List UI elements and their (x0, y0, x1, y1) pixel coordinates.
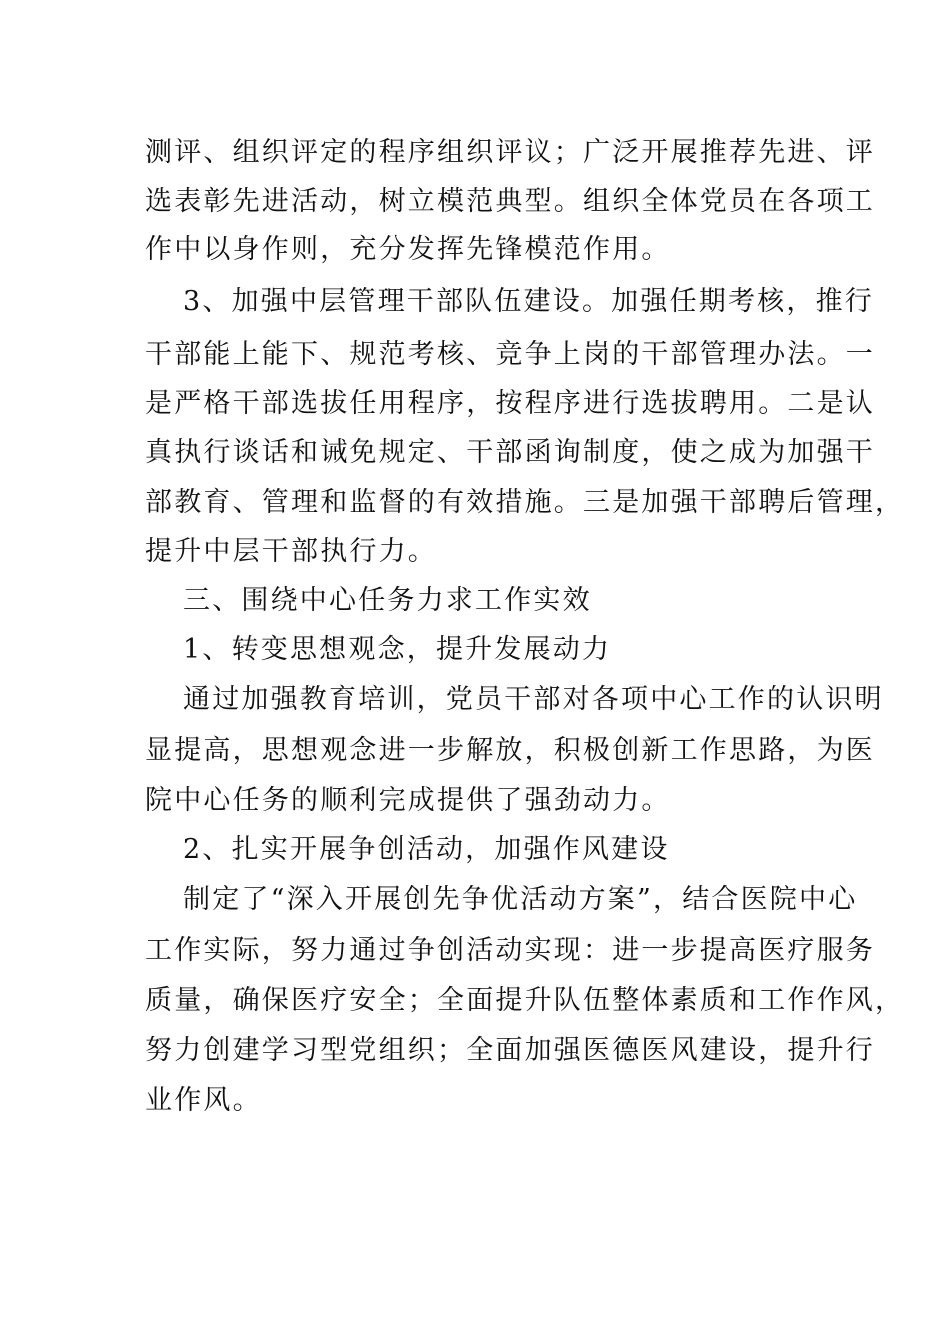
text-line: 业作风。 (145, 1085, 262, 1116)
text-line: 显提高，思想观念进一步解放，积极创新工作思路，为医 (145, 735, 875, 766)
text-line: 部教育、管理和监督的有效措施。三是加强干部聘后管理， (145, 487, 905, 518)
text-line: 工作实际，努力通过争创活动实现：进一步提高医疗服务 (145, 935, 875, 966)
text-line: 制定了“深入开展创先争优活动方案”，结合医院中心 (183, 884, 858, 915)
text-line: 院中心任务的顺利完成提供了强劲动力。 (145, 785, 671, 816)
text-line: 干部能上能下、规范考核、竞争上岗的干部管理办法。一 (145, 339, 875, 370)
text-line: 质量，确保医疗安全；全面提升队伍整体素质和工作作风， (145, 985, 905, 1016)
text-line: 通过加强教育培训，党员干部对各项中心工作的认识明 (183, 684, 884, 715)
paragraph-heading: 3、加强中层管理干部队伍建设。加强任期考核，推行 (183, 286, 874, 317)
text-line: 是严格干部选拔任用程序，按程序进行选拔聘用。二是认 (145, 388, 875, 419)
subsection-heading: 1、转变思想观念，提升发展动力 (183, 634, 612, 665)
text-line: 提升中层干部执行力。 (145, 536, 437, 567)
subsection-heading: 2、扎实开展争创活动，加强作风建设 (183, 834, 670, 865)
text-line: 选表彰先进活动，树立模范典型。组织全体党员在各项工 (145, 186, 875, 217)
text-line: 真执行谈话和诫免规定、干部函询制度，使之成为加强干 (145, 437, 875, 468)
text-line: 作中以身作则，充分发挥先锋模范作用。 (145, 234, 671, 265)
section-heading: 三、围绕中心任务力求工作实效 (183, 585, 592, 616)
text-line: 测评、组织评定的程序组织评议；广泛开展推荐先进、评 (145, 137, 875, 168)
text-line: 努力创建学习型党组织；全面加强医德医风建设，提升行 (145, 1035, 875, 1066)
